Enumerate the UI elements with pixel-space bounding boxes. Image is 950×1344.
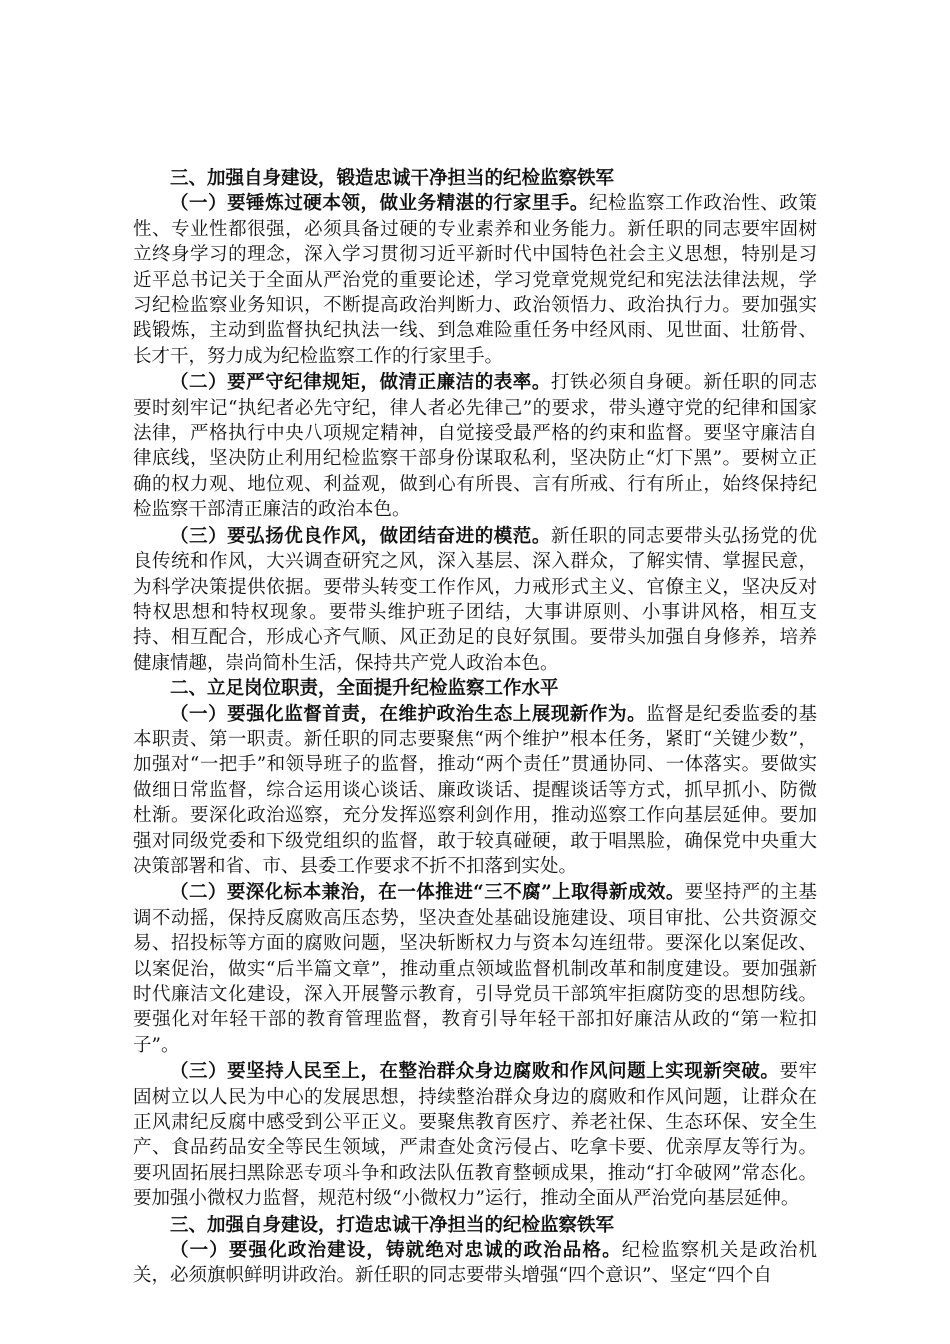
paragraph (133, 702, 817, 880)
paragraph (133, 1238, 817, 1289)
paragraph-lead: （一）要强化政治建设，铸就绝对忠诚的政治品格。 (170, 1240, 622, 1262)
paragraph-body: 打铁必须自身硬。新任职的同志要时刻牢记“执纪者必先守纪，律人者必先律己”的要求，带头遵守党的纪律和国家法律，严格执行中央八项规定精神，自觉接受最严格的约束和监督。要坚守廉洁自律底线，坚决防止利用纪检监察干部身份谋取私利，坚决防止“灯下黑”。要树立正确的权力观、地位观、利益观，做到心有所畏、言有所戒、行有所止，始终保持纪检监察干部清正廉洁的政治本色。 (133, 372, 817, 521)
paragraph-lead: （二）要深化标本兼治，在一体推进“三不腐”上取得新成效。 (170, 882, 685, 904)
paragraph-body: 监督是纪委监委的基本职责、第一职责。新任职的同志要聚焦“两个维护”根本任务，紧盯“关键少数”，加强对“一把手”和领导班子的监督，推动“两个责任”贯通协同、一体落实。要做实做细日常监督，综合运用谈心谈话、廉政谈话、提醒谈话等方式，抓早抓小、防微杜渐。要深化政治巡察，充分发挥巡察利剑作用，推动巡察工作向基层延伸。要加强对同级党委和下级党组织的监督，敢于较真碰硬，敢于唱黑脸，确保党中央重大决策部署和省、市、县委工作要求不折不扣落到实处。 (133, 703, 817, 877)
section-heading: 二、立足岗位职责，全面提升纪检监察工作水平 (170, 678, 559, 700)
paragraph-body: 新任职的同志要带头弘扬党的优良传统和作风，大兴调查研究之风，深入基层、深入群众，了解实情、掌握民意，为科学决策提供依据。要带头转变工作作风，力戒形式主义、官僚主义，坚决反对特权思想和特权现象。要带头维护班子团结，大事讲原则、小事讲风格，相互支持、相互配合，形成心齐气顺、风正劲足的良好氛围。要带头加强自身修养，培养健康情趣，崇尚简朴生活，保持共产党人政治本色。 (133, 525, 817, 674)
paragraph-lead: （一）要强化监督首责，在维护政治生态上展现新作为。 (170, 703, 647, 725)
paragraph (133, 1059, 817, 1211)
paragraph (133, 191, 817, 369)
paragraph-body: 要坚持严的主基调不动摇，保持反腐败高压态势，坚决查处基础设施建设、项目审批、公共资源交易、招投标等方面的腐败问题，坚决斩断权力与资本勾连纽带。要深化以案促改、以案促治，做实“后半篇文章”，推动重点领域监督机制改革和制度建设。要加强新时代廉洁文化建设，深入开展警示教育，引导党员干部筑牢拒腐防变的思想防线。要强化对年轻干部的教育管理监督，教育引导年轻干部扣好廉洁从政的“第一粒扣子”。 (133, 882, 817, 1056)
paragraph-lead: （三）要弘扬优良作风，做团结奋进的模范。 (170, 525, 551, 547)
section-heading: 三、加强自身建设，锻造忠诚干净担当的纪检监察铁军 (170, 168, 615, 189)
paragraph (133, 370, 817, 522)
paragraph (133, 880, 817, 1058)
paragraph-lead: （一）要锤炼过硬本领，做业务精湛的行家里手。 (170, 193, 589, 215)
paragraph-body: 纪检监察工作政治性、政策性、专业性都很强，必须具备过硬的专业素养和业务能力。新任职的同志要牢固树立终身学习的理念，深入学习贯彻习近平新时代中国特色社会主义思想，特别是习近平总书记关于全面从严治党的重要论述，学习党章党规党纪和宪法法律法规，学习纪检监察业务知识，不断提高政治判断力、政治领悟力、政治执行力。要加强实践锻炼，主动到监督执纪执法一线、到急难险重任务中经风雨、见世面、壮筋骨、长才干，努力成为纪检监察工作的行家里手。 (133, 193, 817, 367)
paragraph-lead: （三）要坚持人民至上，在整治群众身边腐败和作风问题上实现新突破。 (170, 1061, 780, 1083)
section-heading: 三、加强自身建设，打造忠诚干净担当的纪检监察铁军 (170, 1214, 615, 1236)
document-page (133, 166, 817, 1289)
paragraph-lead: （二）要严守纪律规矩，做清正廉洁的表率。 (170, 372, 551, 394)
paragraph-body: 纪检监察机关是政治机关，必须旗帜鲜明讲政治。新任职的同志要带头增强“四个意识”、坚定“四个自 (133, 1240, 817, 1287)
paragraph (133, 524, 817, 676)
paragraph-body: 要牢固树立以人民为中心的发展思想，持续整治群众身边的腐败和作风问题，让群众在正风肃纪反腐中感受到公平正义。要聚焦教育医疗、养老社保、生态环保、安全生产、食品药品安全等民生领域，严肃查处贪污侵占、吃拿卡要、优亲厚友等行为。要巩固拓展扫黑除恶专项斗争和政法队伍教育整顿成果，推动“打伞破网”常态化。要加强小微权力监督，规范村级“小微权力”运行，推动全面从严治党向基层延伸。 (133, 1061, 817, 1210)
